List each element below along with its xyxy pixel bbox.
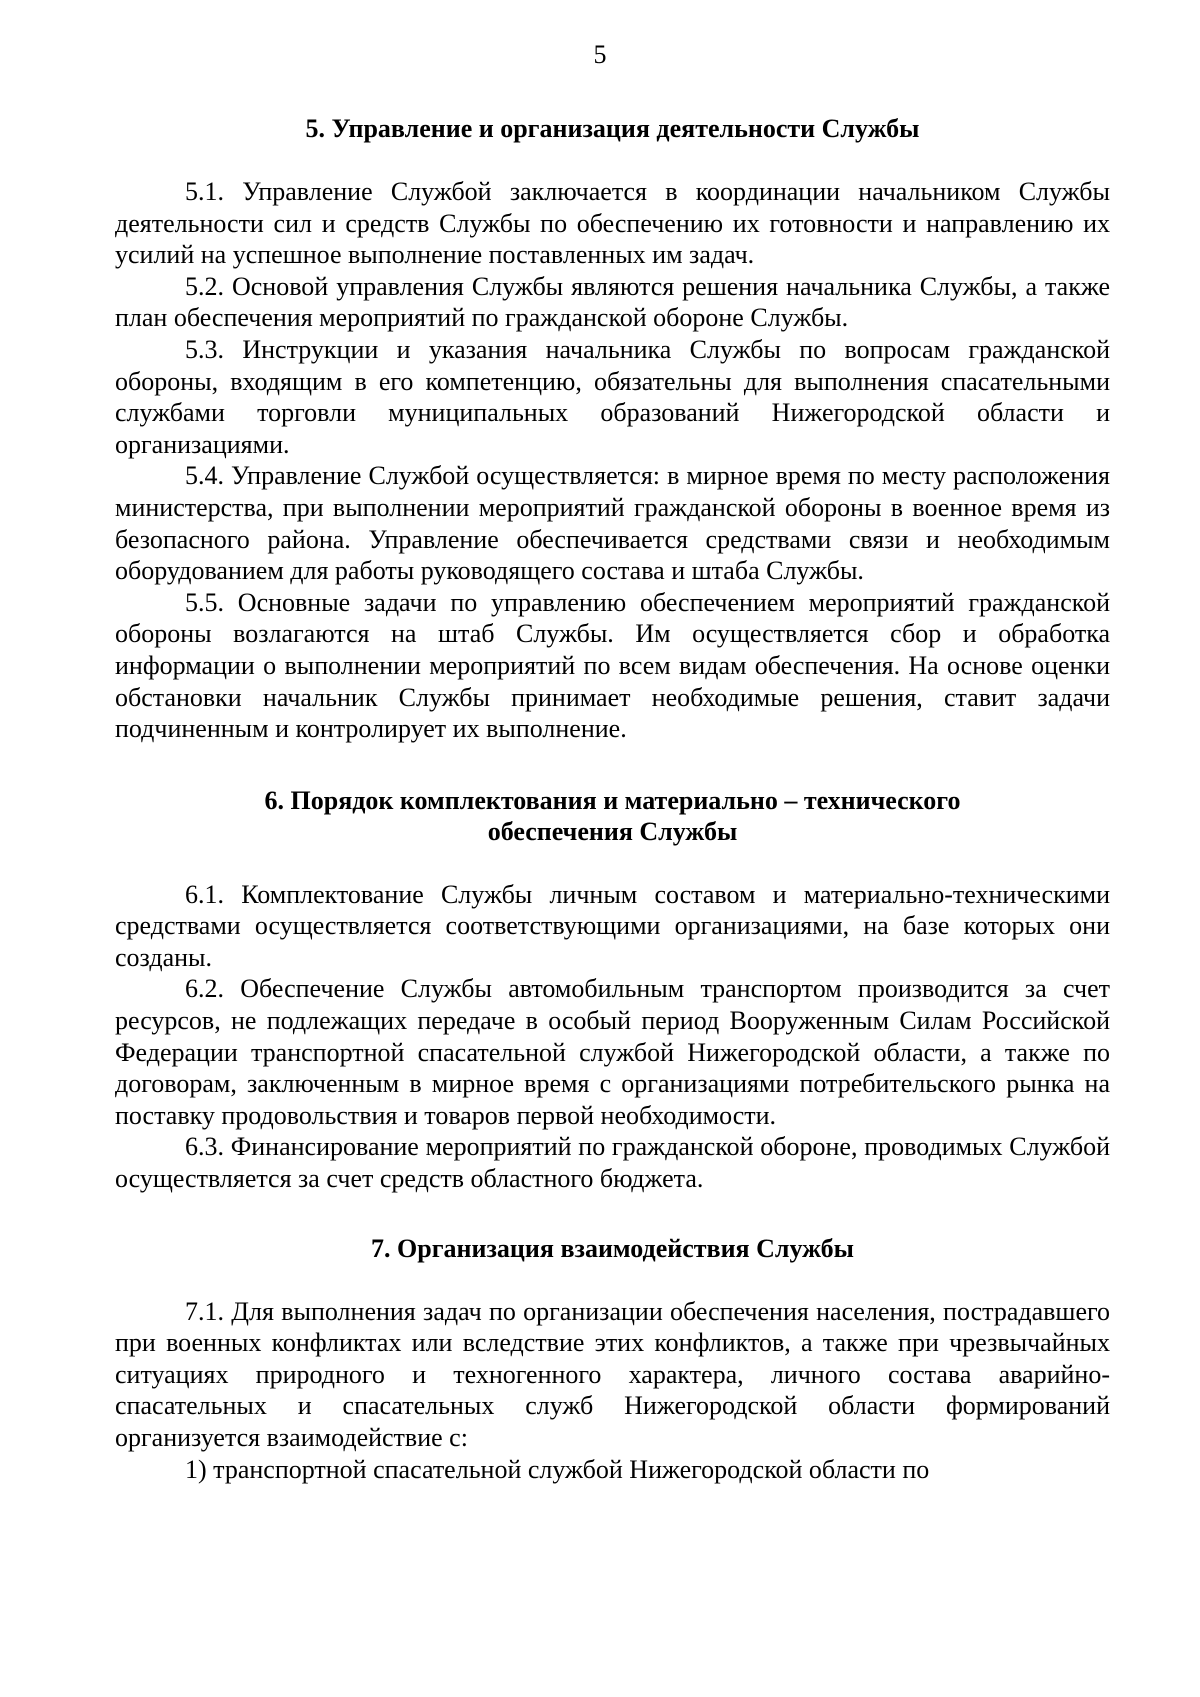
section-5-title: 5. Управление и организация деятельности Службы [305, 114, 920, 143]
list-item-1: 1) транспортной спасательной службой Нижегородской области по [185, 1454, 930, 1484]
section-6 [115, 785, 1110, 1195]
section-6-title-line-1: 6. Порядок комплектования и материально – технического [264, 785, 961, 815]
section-5 [115, 113, 1110, 745]
paragraph-7-1: 7.1. Для выполнения задач по организации обеспечения населения, пострадавшего при военных конфликтах или вследствие этих конфликтов, а также при чрезвычайных ситуациях природного и техногенного характера, личного состава аварийно-спасательных и спасательных служб Нижегородской области формирований организуется взаимодействие с: [115, 1296, 1110, 1452]
paragraph-5-4: 5.4. Управление Службой осуществляется: в мирное время по месту расположения министерства, при выполнении мероприятий гражданской обороны в военное время из безопасного района. Управление обеспечивается средствами связи и необходимым оборудованием для работы руководящего состава и штаба Службы. [115, 461, 1110, 586]
paragraph-5-1: 5.1. Управление Службой заключается в координации начальником Службы деятельности сил и средств Службы по обеспечению их готовности и направлению их усилий на успешное выполнение поставленных им задач. [115, 177, 1110, 270]
section-7-title: 7. Организация взаимодействия Службы [371, 1233, 854, 1263]
document-body [115, 113, 1110, 1485]
paragraph-6-1: 6.1. Комплектование Службы личным составом и материально-техническими средствами осуществляется соответствующими организациями, на базе которых они созданы. [115, 879, 1110, 972]
paragraph-5-5: 5.5. Основные задачи по управлению обеспечением мероприятий гражданской обороны возлагаются на штаб Службы. Им осуществляется сбор и обработка информации о выполнении мероприятий по всем видам обеспечения. На основе оценки обстановки начальник Службы принимает необходимые решения, ставит задачи подчиненным и контролирует их выполнение. [115, 587, 1110, 744]
paragraph-5-3: 5.3. Инструкции и указания начальника Службы по вопросам гражданской обороны, входящим в его компетенцию, обязательны для выполнения спасательными службами торговли муниципальных образований Нижегородской области и организациями. [115, 334, 1110, 459]
section-6-title [115, 785, 1110, 847]
section-6-title-line-2: обеспечения Службы [487, 816, 738, 846]
page-number: 5 [593, 40, 607, 69]
paragraph-6-2: 6.2. Обеспечение Службы автомобильным транспортом производится за счет ресурсов, не подлежащих передаче в особый период Вооруженным Силам Российской Федерации транспортной спасательной службой Нижегородской области, а также по договорам, заключенным в мирное время с организациями потребительского рынка на поставку продовольствия и товаров первой необходимости. [115, 974, 1110, 1130]
section-7 [115, 1233, 1110, 1486]
paragraph-6-3: 6.3. Финансирование мероприятий по гражданской обороне, проводимых Службой осуществляется за счет средств областного бюджета. [115, 1132, 1110, 1194]
paragraph-5-2: 5.2. Основой управления Службы являются решения начальника Службы, а также план обеспечения мероприятий по гражданской обороне Службы. [115, 271, 1110, 333]
